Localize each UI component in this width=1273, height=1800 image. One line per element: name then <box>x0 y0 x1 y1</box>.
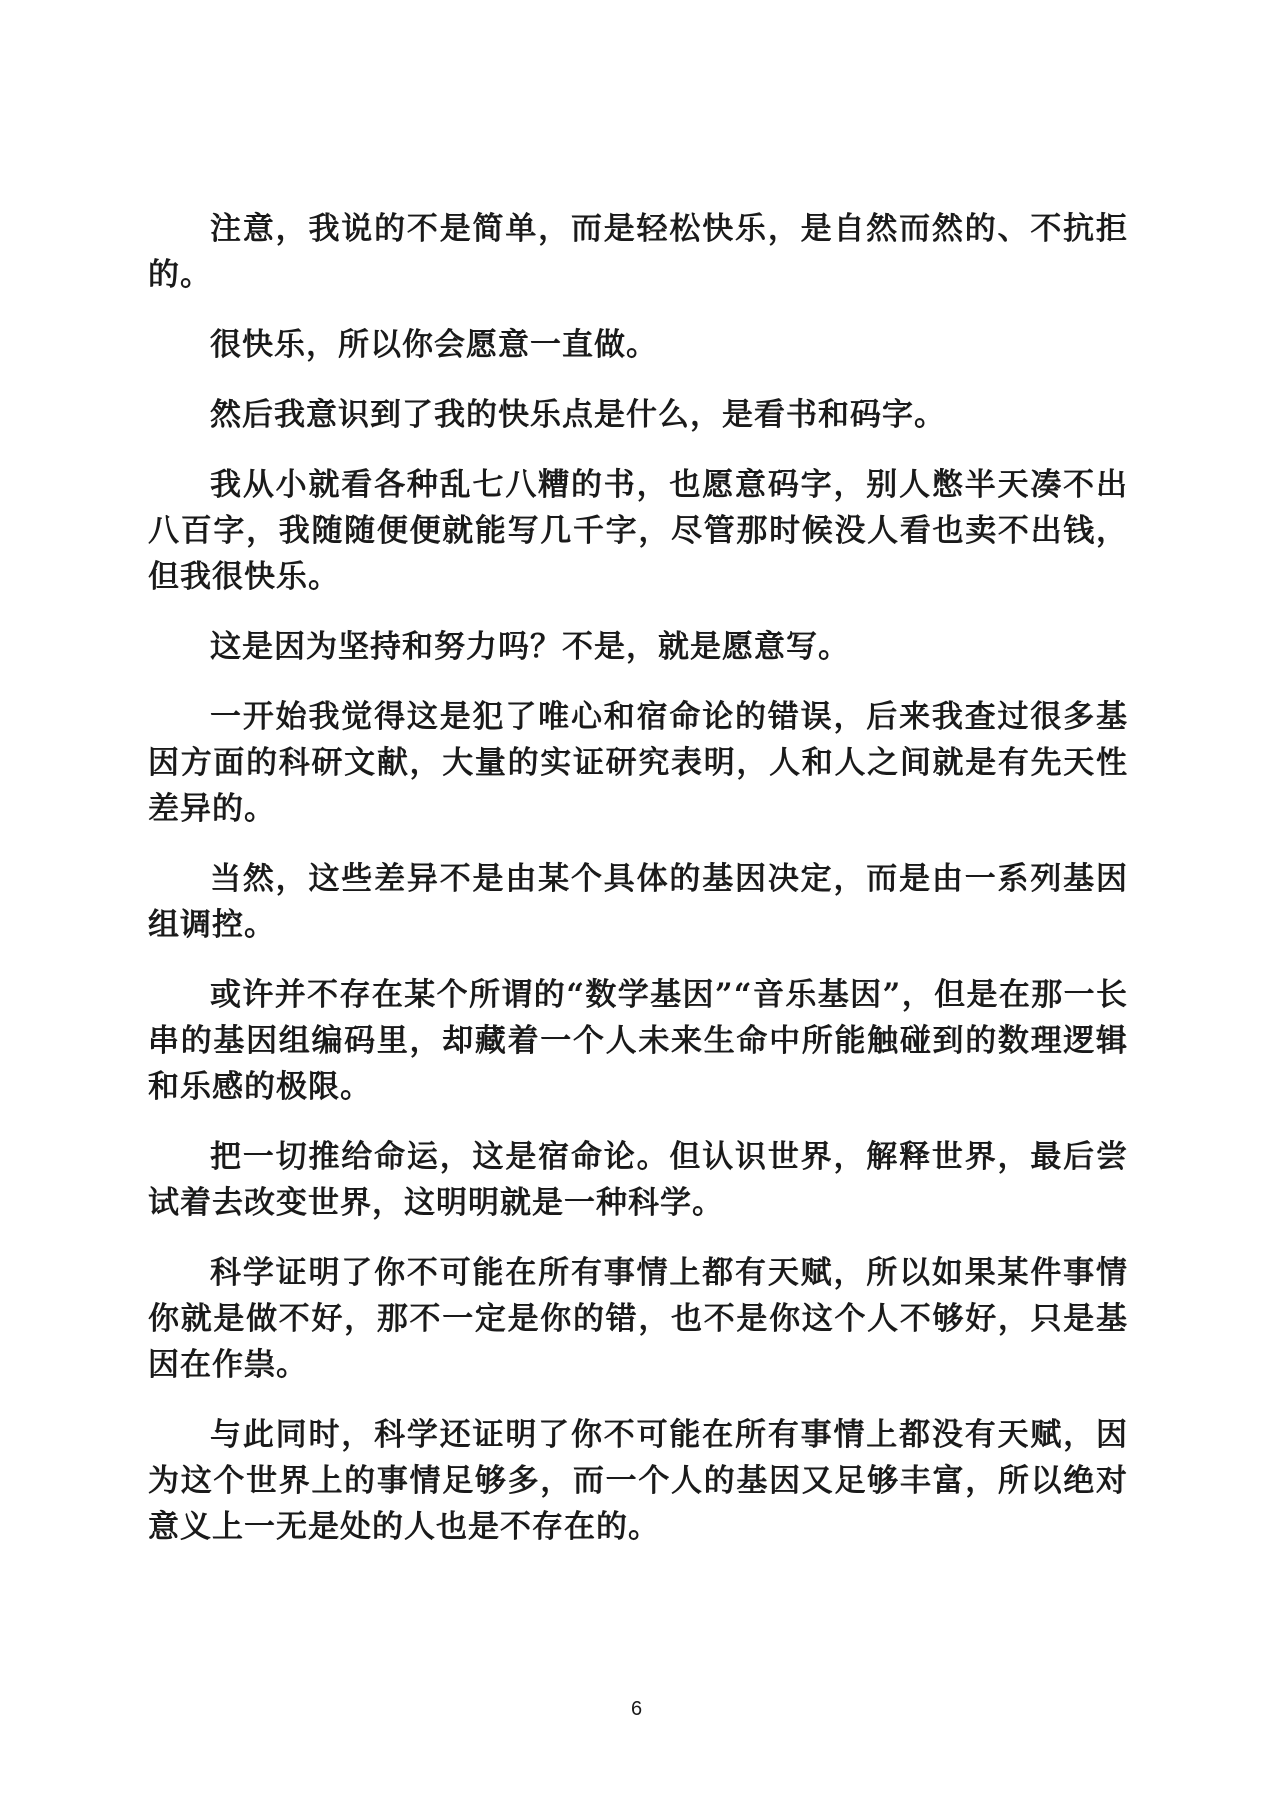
paragraph: 这是因为坚持和努力吗？不是，就是愿意写。 <box>210 629 850 665</box>
paragraph: 然后我意识到了我的快乐点是什么，是看书和码字。 <box>210 397 946 433</box>
paragraph: 我从小就看各种乱七八糟的书，也愿意码字，别人憋半天凑不出八百字，我随随便便就能写几千字，尽管那时候没人看也卖不出钱，但我很快乐。 <box>148 467 1128 595</box>
paragraph: 注意，我说的不是简单，而是轻松快乐，是自然而然的、不抗拒的。 <box>148 211 1128 293</box>
paragraph: 科学证明了你不可能在所有事情上都有天赋，所以如果某件事情你就是做不好，那不一定是你的错，也不是你这个人不够好，只是基因在作祟。 <box>148 1255 1128 1383</box>
paragraph: 把一切推给命运，这是宿命论。但认识世界，解释世界，最后尝试着去改变世界，这明明就是一种科学。 <box>148 1139 1128 1221</box>
paragraph: 与此同时，科学还证明了你不可能在所有事情上都没有天赋，因为这个世界上的事情足够多，而一个人的基因又足够丰富，所以绝对意义上一无是处的人也是不存在的。 <box>148 1417 1128 1545</box>
paragraph: 当然，这些差异不是由某个具体的基因决定，而是由一系列基因组调控。 <box>148 861 1128 943</box>
paragraph: 一开始我觉得这是犯了唯心和宿命论的错误，后来我查过很多基因方面的科研文献，大量的实证研究表明，人和人之间就是有先天性差异的。 <box>148 699 1128 827</box>
body-text <box>148 206 1128 1574</box>
paragraph: 很快乐，所以你会愿意一直做。 <box>210 327 658 363</box>
page-number: 6 <box>630 1698 643 1720</box>
paragraph: 或许并不存在某个所谓的“数学基因”“音乐基因”，但是在那一长串的基因组编码里，却藏着一个人未来生命中所能触碰到的数理逻辑和乐感的极限。 <box>148 977 1128 1105</box>
